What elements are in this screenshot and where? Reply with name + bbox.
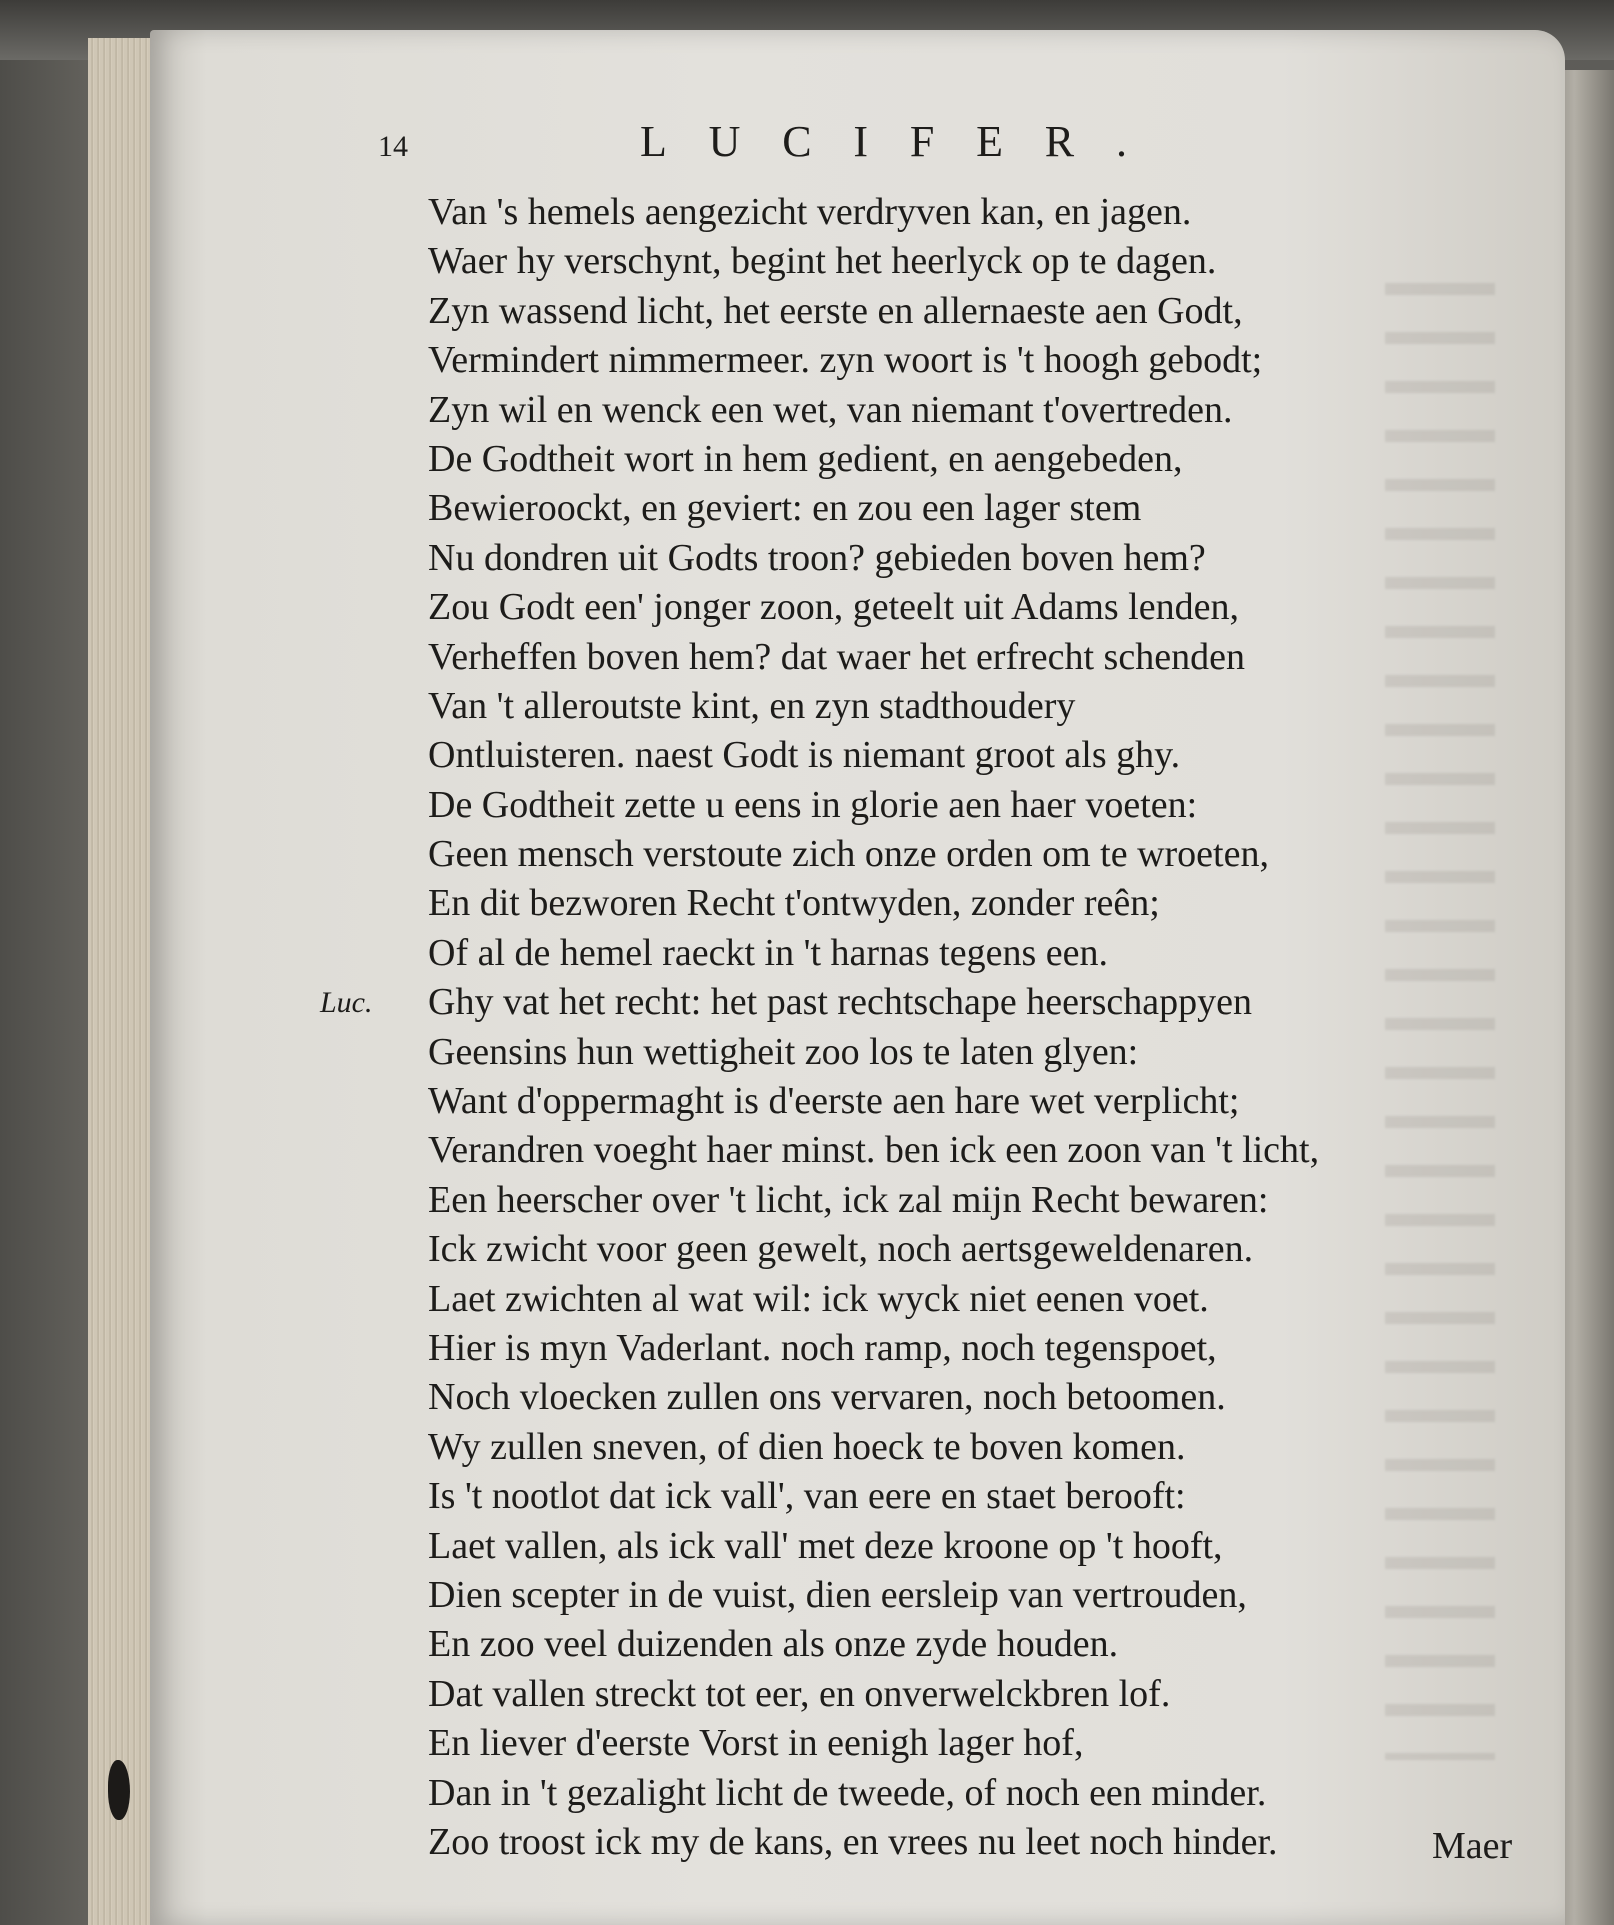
catchword: Maer	[1432, 1825, 1513, 1867]
verse-line	[370, 1522, 1520, 1571]
verse-text: De Godtheit zette u eens in glorie aen haer voeten:	[428, 783, 1198, 826]
verse-line	[370, 1126, 1520, 1175]
running-title: LUCIFER.	[640, 117, 1169, 166]
verse-line	[370, 188, 1520, 237]
verse-line	[370, 682, 1520, 731]
verse-text: Zyn wil en wenck een wet, van niemant t'overtreden.	[428, 388, 1233, 431]
verse-line	[370, 435, 1520, 484]
ink-stain	[108, 1760, 130, 1820]
verse-line	[370, 830, 1520, 879]
verse-line	[370, 1719, 1520, 1768]
verse-text: Een heerscher over 't licht, ick zal mijn Recht bewaren:	[428, 1178, 1269, 1221]
verse-text: Waer hy verschynt, begint het heerlyck op te dagen.	[428, 240, 1217, 283]
verse-text: Van 's hemels aengezicht verdryven kan, en jagen.	[428, 191, 1192, 233]
verse-line	[370, 731, 1520, 780]
verse-line	[370, 1769, 1520, 1818]
verse-text: Dien scepter in de vuist, dien eersleip van vertrouden,	[428, 1573, 1247, 1616]
page-number: 14	[378, 130, 408, 163]
verse-line	[370, 1077, 1520, 1126]
verse-line	[370, 1275, 1520, 1324]
speaker-label: Luc.	[320, 986, 373, 1020]
verse-line	[370, 484, 1520, 533]
verse-text: Dat vallen streckt tot eer, en onverwelckbren lof.	[428, 1672, 1171, 1715]
verse-line	[370, 1028, 1520, 1077]
verse-text: En dit bezworen Recht t'ontwyden, zonder reên;	[428, 882, 1160, 925]
verse-text: Is 't nootlot dat ick vall', van eere en staet berooft:	[428, 1475, 1186, 1518]
verse-text: Vermindert nimmermeer. zyn woort is 't hoogh gebodt;	[428, 339, 1263, 382]
verse-text: Nu dondren uit Godts troon? gebieden boven hem?	[428, 536, 1206, 579]
verse-line	[370, 1670, 1520, 1719]
verse-line	[370, 287, 1520, 336]
verse-text: Zoo troost ick my de kans, en vrees nu leet noch hinder.	[428, 1820, 1278, 1863]
verse-text: Want d'oppermaght is d'eerste aen hare wet verplicht;	[428, 1080, 1240, 1123]
verse-line	[370, 534, 1520, 583]
verse-text: De Godtheit wort in hem gedient, en aengebeden,	[428, 437, 1183, 480]
verse-line	[370, 1423, 1520, 1472]
verse-text: En zoo veel duizenden als onze zyde houden.	[428, 1623, 1119, 1666]
verse-text: Noch vloecken zullen ons vervaren, noch betoomen.	[428, 1376, 1226, 1419]
verse-text: Wy zullen sneven, of dien hoeck te boven komen.	[428, 1425, 1186, 1468]
verse-text: Ghy vat het recht: het past rechtschape heerschappyen	[428, 981, 1253, 1024]
verse-line	[370, 1620, 1520, 1669]
verse-line	[320, 978, 1520, 1027]
verse-text: Ick zwicht voor geen gewelt, noch aertsgeweldenaren.	[428, 1228, 1254, 1271]
verse-line	[370, 633, 1520, 682]
verse-text: Hier is myn Vaderlant. noch ramp, noch tegenspoet,	[428, 1326, 1217, 1369]
verse-text: Dan in 't gezalight licht de tweede, of noch een minder.	[428, 1771, 1267, 1814]
verse-text: Geensins hun wettigheit zoo los te laten glyen:	[428, 1030, 1139, 1073]
verse-line	[370, 1225, 1520, 1274]
verse-line	[370, 1472, 1520, 1521]
verse-text: Verandren voeght haer minst. ben ick een zoon van 't licht,	[428, 1129, 1320, 1172]
verse-text: Of al de hemel raeckt in 't harnas tegens een.	[428, 931, 1108, 974]
verse-block	[320, 188, 1520, 1867]
verse-text: Bewieroockt, en geviert: en zou een lager stem	[428, 487, 1142, 530]
verse-line	[370, 781, 1520, 830]
verse-line	[370, 336, 1520, 385]
verse-line	[370, 929, 1520, 978]
verse-line	[370, 1324, 1520, 1373]
verse-line	[370, 1571, 1520, 1620]
verse-line	[370, 879, 1520, 928]
verse-text: Laet vallen, als ick vall' met deze kroone op 't hooft,	[428, 1524, 1223, 1567]
verse-text: Geen mensch verstoute zich onze orden om te wroeten,	[428, 833, 1269, 876]
page-header	[378, 116, 1308, 176]
verse-text: Zou Godt een' jonger zoon, geteelt uit Adams lenden,	[428, 586, 1239, 629]
verse-line	[370, 583, 1520, 632]
verse-line	[370, 1176, 1520, 1225]
verse-text: Laet zwichten al wat wil: ick wyck niet eenen voet.	[428, 1277, 1209, 1320]
verse-text: En liever d'eerste Vorst in eenigh lager hof,	[428, 1722, 1084, 1765]
verse-line	[370, 237, 1520, 286]
verse-text: Ontluisteren. naest Godt is niemant groot als ghy.	[428, 734, 1181, 777]
verse-line	[370, 386, 1520, 435]
verse-text: Van 't alleroutste kint, en zyn stadthoudery	[428, 684, 1076, 727]
verse-line	[370, 1818, 1520, 1867]
verse-text: Zyn wassend licht, het eerste en allernaeste aen Godt,	[428, 289, 1243, 332]
verse-text: Verheffen boven hem? dat waer het erfrecht schenden	[428, 635, 1245, 678]
verse-line	[370, 1373, 1520, 1422]
